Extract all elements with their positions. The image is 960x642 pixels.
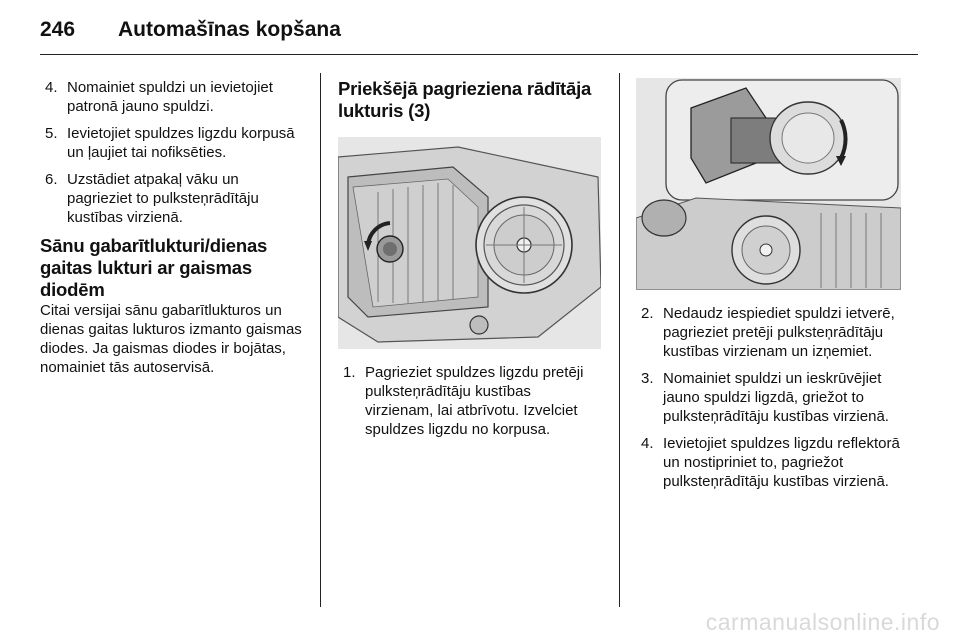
bulb-removal-illustration [636,78,901,290]
section-heading: Priekšējā pagrieziena rādītāja lukturis (3) [338,78,592,121]
column-3 [636,78,901,499]
step-text: Ievietojiet spuldzes ligzdu reflektorā un nostipriniet to, pagriežot pulksteņrādītāju kustības virzienā. [663,435,900,490]
list-item [636,369,901,426]
column-2 [338,78,603,447]
step-number: 3. [641,370,654,387]
step-number: 6. [45,171,58,188]
step-text: Ievietojiet spuldzes ligzdu korpusā un ļaujiet tai nofiksēties. [67,125,295,161]
page-number: 246 [40,18,76,41]
header-divider [40,54,918,55]
step-text: Pagrieziet spuldzes ligzdu pretēji pulksteņrādītāju kustības virzienam, lai atbrīvotu. Izvelciet spuldzes ligzdu no korpusa. [365,364,584,438]
step-list [636,304,901,491]
step-number: 1. [343,364,356,381]
step-list [338,363,603,439]
step-text: Nedaudz iespiediet spuldzi ietverē, pagrieziet pretēji pulksteņrādītāju kustības virzienam un izņemiet. [663,305,895,360]
column-divider-2 [619,73,620,607]
step-text: Uzstādiet atpakaļ vāku un pagrieziet to pulksteņrādītāju kustības virzienā. [67,171,259,226]
page-header [40,18,915,50]
list-item [40,78,305,116]
list-item [636,434,901,491]
step-text: Nomainiet spuldzi un ievietojiet patronā jauno spuldzi. [67,79,273,115]
column-1 [40,78,305,377]
column-divider-1 [320,73,321,607]
step-number: 4. [45,79,58,96]
list-item [40,124,305,162]
step-number: 4. [641,435,654,452]
list-item [636,304,901,361]
step-number: 2. [641,305,654,322]
section-body: Citai versijai sānu gabarītlukturos un dienas gaitas lukturos izmanto gaismas diodes. Ja gaismas diodes ir bojātas, nomainiet tās autoservisā. [40,302,302,376]
page-title: Automašīnas kopšana [118,18,341,41]
headlamp-rear-illustration [338,137,601,349]
step-list [40,78,305,227]
step-text: Nomainiet spuldzi un ieskrūvējiet jauno spuldzi ligzdā, griežot to pulksteņrādītāju kustības virzienā. [663,370,889,425]
list-item [40,170,305,227]
section-heading: Sānu gabarītlukturi/dienas gaitas lukturi ar gaismas diodēm [40,235,268,300]
list-item [338,363,603,439]
watermark: carmanualsonline.info [705,609,940,635]
step-number: 5. [45,125,58,142]
